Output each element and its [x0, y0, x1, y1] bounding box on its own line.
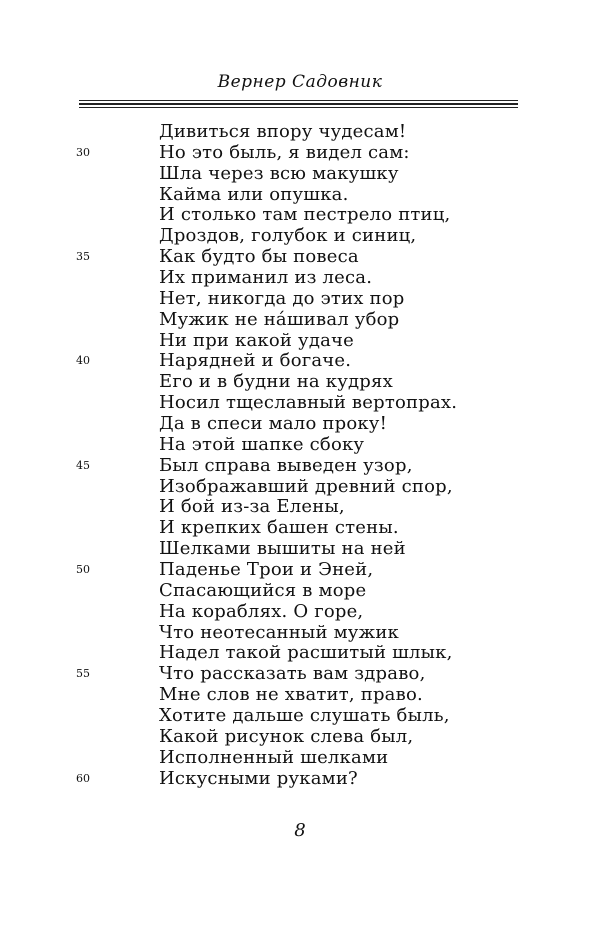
- verse-line-text: Искусными руками?: [159, 767, 358, 789]
- poem-body: [0, 122, 600, 790]
- line-number: 40: [76, 354, 90, 368]
- verse-line-text: Что рассказать вам здраво,: [159, 663, 426, 685]
- poem-line: [0, 122, 600, 143]
- verse-line-text: Да в спеси мало проку!: [159, 413, 388, 435]
- verse-line-text: Был справа выведен узор,: [159, 454, 413, 476]
- verse-line-text: Его и в будни на кудрях: [159, 371, 393, 393]
- poem-line: [0, 623, 600, 644]
- line-number: 60: [76, 771, 90, 785]
- verse-line-text: Что неотесанный мужик: [159, 621, 399, 643]
- poem-line: [0, 351, 600, 372]
- running-header: Вернер Садовник: [217, 72, 383, 92]
- poem-line: [0, 456, 600, 477]
- poem-line: [0, 372, 600, 393]
- line-number: 55: [76, 667, 90, 681]
- poem-line: [0, 268, 600, 289]
- verse-line-text: Шелками вышиты на ней: [159, 538, 406, 560]
- verse-line-text: Носил тщеславный вертопрах.: [159, 392, 458, 414]
- verse-line-text: Паденье Трои и Эней,: [159, 559, 374, 581]
- poem-line: [0, 664, 600, 685]
- line-number: 30: [76, 145, 90, 159]
- verse-line-text: Хотите дальше слушать быль,: [159, 705, 450, 727]
- verse-line-text: И бой из-за Елены,: [159, 496, 345, 518]
- poem-line: [0, 414, 600, 435]
- poem-line: [0, 706, 600, 727]
- page-number: 8: [294, 820, 306, 841]
- poem-line: [0, 289, 600, 310]
- poem-line: [0, 205, 600, 226]
- header-rule-top: [79, 100, 518, 101]
- verse-line-text: Мужик не нáшивал убор: [159, 308, 400, 330]
- verse-line-text: Как будто бы повеса: [159, 246, 359, 268]
- verse-line-text: Шла через всю макушку: [159, 162, 399, 184]
- verse-line-text: Нарядней и богаче.: [159, 350, 352, 372]
- poem-line: [0, 539, 600, 560]
- poem-line: [0, 185, 600, 206]
- poem-line: [0, 164, 600, 185]
- poem-line: [0, 685, 600, 706]
- verse-line-text: И крепких башен стены.: [159, 517, 399, 539]
- poem-line: [0, 331, 600, 352]
- verse-line-text: Исполненный шелками: [159, 746, 389, 768]
- poem-line: [0, 643, 600, 664]
- verse-line-text: Какой рисунок слева был,: [159, 725, 414, 747]
- verse-line-text: Спасающийся в море: [159, 579, 367, 601]
- poem-line: [0, 769, 600, 790]
- poem-line: [0, 393, 600, 414]
- verse-line-text: Но это быль, я видел сам:: [159, 141, 410, 163]
- line-number: 35: [76, 250, 90, 264]
- verse-line-text: Надел такой расшитый шлык,: [159, 642, 453, 664]
- line-number: 50: [76, 563, 90, 577]
- poem-line: [0, 247, 600, 268]
- verse-line-text: И столько там пестрело птиц,: [159, 204, 451, 226]
- poem-line: [0, 602, 600, 623]
- poem-line: [0, 727, 600, 748]
- poem-line: [0, 560, 600, 581]
- verse-line-text: Мне слов не хватит, право.: [159, 684, 423, 706]
- verse-line-text: Изображавший древний спор,: [159, 475, 453, 497]
- line-number: 45: [76, 458, 90, 472]
- poem-line: [0, 748, 600, 769]
- poem-line: [0, 435, 600, 456]
- poem-line: [0, 143, 600, 164]
- verse-line-text: Их приманил из леса.: [159, 267, 373, 289]
- poem-line: [0, 497, 600, 518]
- poem-line: [0, 310, 600, 331]
- poem-line: [0, 581, 600, 602]
- verse-line-text: На этой шапке сбоку: [159, 433, 365, 455]
- verse-line-text: Дивиться впору чудесам!: [159, 121, 407, 142]
- poem-line: [0, 226, 600, 247]
- poem-line: [0, 477, 600, 498]
- verse-line-text: Нет, никогда до этих пор: [159, 287, 405, 309]
- verse-line-text: Дроздов, голубок и синиц,: [159, 225, 417, 247]
- verse-line-text: На кораблях. О горе,: [159, 600, 364, 622]
- header-rule-middle: [79, 103, 518, 105]
- verse-line-text: Кайма или опушка.: [159, 183, 349, 205]
- poem-line: [0, 518, 600, 539]
- verse-line-text: Ни при какой удаче: [159, 329, 354, 351]
- header-rule-bottom: [79, 107, 518, 108]
